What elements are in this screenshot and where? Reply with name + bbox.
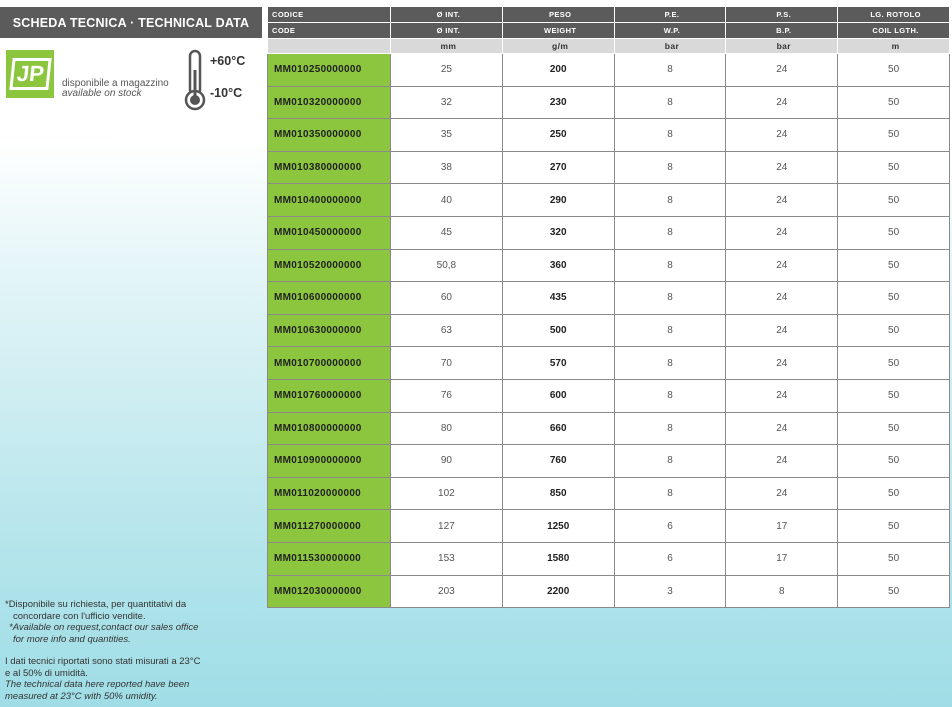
stock-label-it: disponibile a magazzino — [62, 78, 169, 89]
cell-working-pressure: 8 — [614, 151, 726, 184]
note-availability-it-1: *Disponibile su richiesta, per quantitativi da — [5, 599, 187, 610]
cell-weight: 660 — [502, 412, 614, 445]
header-coil-en: COIL LGTH. — [838, 23, 950, 39]
cell-coil-length: 50 — [838, 184, 950, 217]
cell-diameter: 90 — [391, 445, 503, 478]
cell-diameter: 60 — [391, 282, 503, 315]
temp-min: -10°C — [210, 86, 243, 100]
table-row — [268, 575, 950, 608]
cell-working-pressure: 8 — [614, 54, 726, 87]
cell-working-pressure: 8 — [614, 216, 726, 249]
table-row — [268, 151, 950, 184]
cell-weight: 570 — [502, 347, 614, 380]
cell-coil-length: 50 — [838, 379, 950, 412]
cell-weight: 850 — [502, 477, 614, 510]
cell-burst-pressure: 24 — [726, 412, 838, 445]
cell-coil-length: 50 — [838, 314, 950, 347]
table-row — [268, 249, 950, 282]
table-row — [268, 314, 950, 347]
units-row — [268, 39, 950, 54]
cell-code: MM011020000000 — [268, 477, 391, 510]
cell-coil-length: 50 — [838, 119, 950, 152]
table-row — [268, 445, 950, 478]
cell-coil-length: 50 — [838, 216, 950, 249]
header-diam-en: Ø INT. — [391, 23, 503, 39]
header-bp-it: P.S. — [726, 7, 838, 23]
stock-label-en: available on stock — [62, 88, 142, 99]
header-diam-it: Ø INT. — [391, 7, 503, 23]
cell-weight: 270 — [502, 151, 614, 184]
cell-burst-pressure: 24 — [726, 86, 838, 119]
cell-coil-length: 50 — [838, 86, 950, 119]
cell-weight: 230 — [502, 86, 614, 119]
jp-logo — [6, 50, 54, 98]
cell-coil-length: 50 — [838, 412, 950, 445]
cell-coil-length: 50 — [838, 477, 950, 510]
cell-code: MM010320000000 — [268, 86, 391, 119]
unit-coil: m — [838, 39, 950, 54]
cell-working-pressure: 8 — [614, 347, 726, 380]
table-row — [268, 379, 950, 412]
header-wp-en: W.P. — [614, 23, 726, 39]
note-data-en-2: measured at 23°C with 50% umidity. — [5, 690, 158, 702]
cell-burst-pressure: 24 — [726, 151, 838, 184]
thermometer-icon — [180, 48, 210, 112]
cell-diameter: 153 — [391, 542, 503, 575]
cell-diameter: 40 — [391, 184, 503, 217]
cell-burst-pressure: 24 — [726, 347, 838, 380]
cell-weight: 360 — [502, 249, 614, 282]
cell-burst-pressure: 8 — [726, 575, 838, 608]
table-row — [268, 119, 950, 152]
cell-weight: 2200 — [502, 575, 614, 608]
header-wp-it: P.E. — [614, 7, 726, 23]
cell-working-pressure: 8 — [614, 314, 726, 347]
table-row — [268, 477, 950, 510]
table-row — [268, 54, 950, 87]
cell-working-pressure: 8 — [614, 86, 726, 119]
header-weight-it: PESO — [502, 7, 614, 23]
table-row — [268, 282, 950, 315]
note-data-en-1: The technical data here reported have been — [5, 679, 190, 690]
table-row — [268, 347, 950, 380]
unit-bp: bar — [726, 39, 838, 54]
cell-weight: 600 — [502, 379, 614, 412]
cell-working-pressure: 8 — [614, 282, 726, 315]
cell-burst-pressure: 24 — [726, 249, 838, 282]
cell-coil-length: 50 — [838, 282, 950, 315]
cell-weight: 290 — [502, 184, 614, 217]
note-availability-en-1: *Available on request,contact our sales office — [9, 622, 199, 633]
cell-burst-pressure: 24 — [726, 54, 838, 87]
cell-burst-pressure: 24 — [726, 184, 838, 217]
cell-weight: 1250 — [502, 510, 614, 543]
unit-code — [268, 39, 391, 54]
cell-coil-length: 50 — [838, 575, 950, 608]
cell-coil-length: 50 — [838, 347, 950, 380]
cell-coil-length: 50 — [838, 542, 950, 575]
cell-diameter: 45 — [391, 216, 503, 249]
cell-weight: 200 — [502, 54, 614, 87]
cell-diameter: 50,8 — [391, 249, 503, 282]
cell-code: MM010400000000 — [268, 184, 391, 217]
header-code-en: CODE — [268, 23, 391, 39]
page-title: SCHEDA TECNICA · TECHNICAL DATA — [0, 7, 262, 38]
stock-availability — [62, 79, 169, 99]
cell-working-pressure: 8 — [614, 119, 726, 152]
cell-weight: 320 — [502, 216, 614, 249]
cell-code: MM010700000000 — [268, 347, 391, 380]
note-availability-en-2: for more info and quantities. — [13, 633, 131, 645]
table-row — [268, 542, 950, 575]
cell-diameter: 70 — [391, 347, 503, 380]
cell-coil-length: 50 — [838, 54, 950, 87]
cell-coil-length: 50 — [838, 510, 950, 543]
cell-working-pressure: 6 — [614, 510, 726, 543]
header-bp-en: B.P. — [726, 23, 838, 39]
cell-working-pressure: 8 — [614, 477, 726, 510]
cell-diameter: 35 — [391, 119, 503, 152]
cell-diameter: 80 — [391, 412, 503, 445]
logo-text: JP — [9, 58, 51, 90]
cell-coil-length: 50 — [838, 249, 950, 282]
table-row — [268, 216, 950, 249]
cell-working-pressure: 8 — [614, 445, 726, 478]
cell-code: MM010800000000 — [268, 412, 391, 445]
cell-coil-length: 50 — [838, 445, 950, 478]
unit-diam: mm — [391, 39, 503, 54]
header-code-it: CODICE — [268, 7, 391, 23]
cell-working-pressure: 8 — [614, 249, 726, 282]
cell-working-pressure: 8 — [614, 184, 726, 217]
cell-weight: 1580 — [502, 542, 614, 575]
temp-max: +60°C — [210, 54, 246, 68]
cell-code: MM010250000000 — [268, 54, 391, 87]
table-row — [268, 510, 950, 543]
footnotes — [5, 599, 263, 702]
cell-diameter: 203 — [391, 575, 503, 608]
cell-code: MM010350000000 — [268, 119, 391, 152]
cell-burst-pressure: 24 — [726, 477, 838, 510]
header-weight-en: WEIGHT — [502, 23, 614, 39]
cell-weight: 435 — [502, 282, 614, 315]
cell-code: MM011530000000 — [268, 542, 391, 575]
cell-code: MM010600000000 — [268, 282, 391, 315]
cell-code: MM010450000000 — [268, 216, 391, 249]
cell-code: MM010630000000 — [268, 314, 391, 347]
cell-burst-pressure: 24 — [726, 379, 838, 412]
cell-working-pressure: 6 — [614, 542, 726, 575]
table-row — [268, 412, 950, 445]
note-data-it-1: I dati tecnici riportati sono stati misurati a 23°C — [5, 656, 201, 667]
table-row — [268, 86, 950, 119]
cell-burst-pressure: 17 — [726, 510, 838, 543]
technical-data-table — [267, 6, 950, 608]
cell-burst-pressure: 17 — [726, 542, 838, 575]
header-coil-it: LG. ROTOLO — [838, 7, 950, 23]
unit-wp: bar — [614, 39, 726, 54]
note-data-it-2: e al 50% di umidità. — [5, 667, 88, 679]
note-availability-it-2: concordare con l'ufficio vendite. — [13, 610, 146, 622]
cell-diameter: 76 — [391, 379, 503, 412]
cell-working-pressure: 3 — [614, 575, 726, 608]
cell-diameter: 127 — [391, 510, 503, 543]
cell-weight: 250 — [502, 119, 614, 152]
cell-diameter: 102 — [391, 477, 503, 510]
cell-burst-pressure: 24 — [726, 314, 838, 347]
cell-code: MM010380000000 — [268, 151, 391, 184]
header-row-it — [268, 7, 950, 23]
cell-weight: 760 — [502, 445, 614, 478]
unit-weight: g/m — [502, 39, 614, 54]
cell-coil-length: 50 — [838, 151, 950, 184]
cell-code: MM010900000000 — [268, 445, 391, 478]
cell-code: MM011270000000 — [268, 510, 391, 543]
cell-diameter: 63 — [391, 314, 503, 347]
cell-diameter: 38 — [391, 151, 503, 184]
cell-burst-pressure: 24 — [726, 119, 838, 152]
cell-code: MM010760000000 — [268, 379, 391, 412]
cell-working-pressure: 8 — [614, 379, 726, 412]
table-row — [268, 184, 950, 217]
cell-code: MM012030000000 — [268, 575, 391, 608]
cell-burst-pressure: 24 — [726, 282, 838, 315]
cell-weight: 500 — [502, 314, 614, 347]
cell-code: MM010520000000 — [268, 249, 391, 282]
header-row-en — [268, 23, 950, 39]
cell-diameter: 32 — [391, 86, 503, 119]
cell-burst-pressure: 24 — [726, 445, 838, 478]
cell-burst-pressure: 24 — [726, 216, 838, 249]
cell-working-pressure: 8 — [614, 412, 726, 445]
cell-diameter: 25 — [391, 54, 503, 87]
